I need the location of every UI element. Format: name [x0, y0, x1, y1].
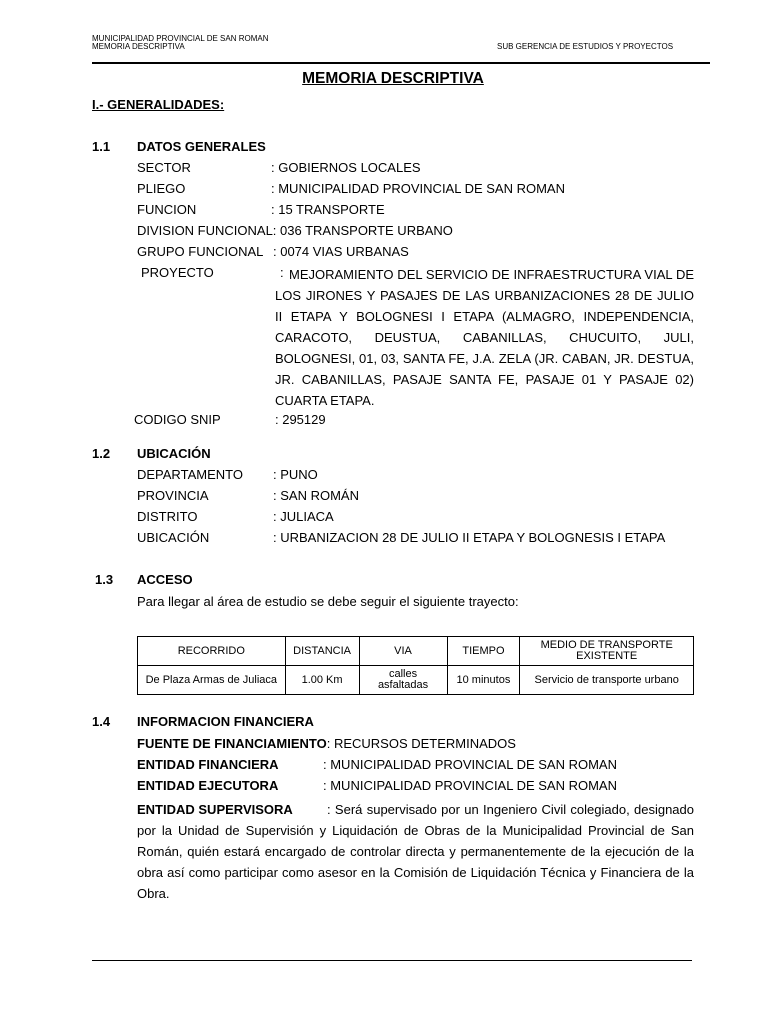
field-label-departamento: DEPARTAMENTO: [137, 467, 243, 482]
header-divider: [92, 62, 710, 64]
field-label-entidad-supervisora: ENTIDAD SUPERVISORA: [137, 802, 293, 817]
field-label-provincia: PROVINCIA: [137, 488, 209, 503]
header-org-name: MUNICIPALIDAD PROVINCIAL DE SAN ROMAN: [92, 34, 269, 43]
field-label-grupo-funcional: GRUPO FUNCIONAL: [137, 244, 264, 259]
field-value-grupo-funcional: : 0074 VIAS URBANAS: [273, 244, 409, 259]
field-label-proyecto: PROYECTO: [141, 265, 214, 280]
section-number-1-2: 1.2: [92, 446, 111, 461]
section-number-1-1: 1.1: [92, 139, 111, 154]
header-doc-name: MEMORIA DESCRIPTIVA: [92, 42, 185, 51]
field-division-funcional: DIVISION FUNCIONAL: 036 TRANSPORTE URBANO: [137, 223, 453, 238]
field-label-sector: SECTOR: [137, 160, 191, 175]
table-header-via: VIA: [359, 637, 447, 666]
section-number-1-4: 1.4: [92, 714, 111, 729]
field-value-provincia: : SAN ROMÁN: [273, 488, 359, 503]
entidad-supervisora-paragraph: [137, 799, 694, 904]
field-value-fuente: : RECURSOS DETERMINADOS: [326, 736, 516, 751]
table-header-recorrido: RECORRIDO: [138, 637, 286, 666]
field-value-sector: : GOBIERNOS LOCALES: [271, 160, 421, 175]
field-value-departamento: : PUNO: [273, 467, 318, 482]
field-label-codigo-snip: CODIGO SNIP: [134, 412, 221, 427]
table-header-row: [138, 637, 694, 666]
acceso-intro: Para llegar al área de estudio se debe seguir el siguiente trayecto:: [137, 594, 519, 609]
header-department: SUB GERENCIA DE ESTUDIOS Y PROYECTOS: [497, 42, 674, 51]
page-title: MEMORIA DESCRIPTIVA: [302, 70, 484, 87]
section-heading-informacion-financiera: INFORMACION FINANCIERA: [137, 714, 314, 729]
field-value-ubicacion: : URBANIZACION 28 DE JULIO II ETAPA Y BOLOGNESIS I ETAPA: [273, 530, 666, 545]
fuente-financiamiento-line: [137, 736, 516, 752]
field-value-pliego: : MUNICIPALIDAD PROVINCIAL DE SAN ROMAN: [271, 181, 565, 196]
section-heading-ubicacion: UBICACIÓN: [137, 446, 211, 461]
table-cell-medio-transporte: Servicio de transporte urbano: [520, 666, 694, 695]
table-cell-recorrido: De Plaza Armas de Juliaca: [138, 666, 286, 695]
table-cell-via: calles asfaltadas: [359, 666, 447, 695]
field-value-codigo-snip: : 295129: [275, 412, 326, 427]
section-number-1-3: 1.3: [95, 572, 114, 587]
field-value-entidad-ejecutora: : MUNICIPALIDAD PROVINCIAL DE SAN ROMAN: [323, 778, 617, 793]
table-cell-tiempo: 10 minutos: [447, 666, 520, 695]
table-header-medio-transporte: MEDIO DE TRANSPORTE EXISTENTE: [520, 637, 694, 666]
field-value-entidad-financiera: : MUNICIPALIDAD PROVINCIAL DE SAN ROMAN: [323, 757, 617, 772]
field-label-entidad-financiera: ENTIDAD FINANCIERA: [137, 757, 279, 772]
field-value-distrito: : JULIACA: [273, 509, 334, 524]
field-colon-proyecto: :: [280, 265, 284, 280]
field-label-entidad-ejecutora: ENTIDAD EJECUTORA: [137, 778, 279, 793]
field-label-ubicacion: UBICACIÓN: [137, 530, 210, 545]
acceso-table: [137, 636, 694, 695]
table-header-distancia: DISTANCIA: [285, 637, 359, 666]
table-header-tiempo: TIEMPO: [447, 637, 520, 666]
section-heading-acceso: ACCESO: [137, 572, 193, 587]
field-label-funcion: FUNCION: [137, 202, 197, 217]
field-value-proyecto: MEJORAMIENTO DEL SERVICIO DE INFRAESTRUCTURA VIAL DE LOS JIRONES Y PASAJES DE LAS URBANIZACIONES 28 DE JULIO II ETAPA Y BOLOGNESI I ETAPA (ALMAGRO, INDEPENDENCIA, CARACOTO, DEUSTUA, CABANILLAS, CHUCUITO, JULI, BOLOGNESI, 01, 03, SANTA FE, J.A. ZELA (JR. CABAN, JR. DESTUA, JR. CABANILLAS, PASAJE SANTA FE, PASAJE 01 Y PASAJE 02) CUARTA ETAPA.: [275, 267, 694, 408]
field-value-funcion: : 15 TRANSPORTE: [271, 202, 385, 217]
field-value-entidad-supervisora: : Será supervisado por un Ingeniero Civil colegiado, designado por la Unidad de Supervisión y Liquidación de Obras de la Municipalidad Provincial de San Román, quién estará encargado de controlar directa y permanentemente de la ejecución de la obra así como participar como asesor en la Comisión de Liquidación Técnica y Financiera de la Obra.: [137, 802, 694, 901]
table-row: [138, 666, 694, 695]
field-label-fuente: FUENTE DE FINANCIAMIENTO: [137, 736, 327, 751]
field-label-distrito: DISTRITO: [137, 509, 198, 524]
field-label-pliego: PLIEGO: [137, 181, 186, 196]
table-cell-distancia: 1.00 Km: [285, 666, 359, 695]
footer-divider: [92, 960, 692, 961]
section-generalidades: I.- GENERALIDADES:: [92, 97, 225, 112]
section-heading-datos-generales: DATOS GENERALES: [137, 139, 266, 154]
